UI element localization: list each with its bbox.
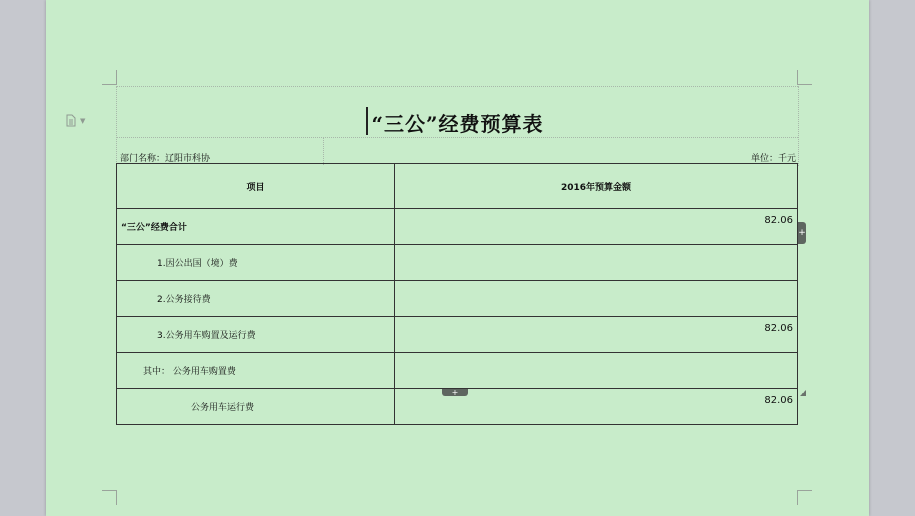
table-resize-handle[interactable]: [800, 390, 806, 396]
margin-corner-top-left: [102, 70, 117, 85]
row-value[interactable]: 82.06: [395, 317, 798, 353]
row-label[interactable]: 2.公务接待费: [117, 281, 395, 317]
table-header-row: [117, 164, 798, 209]
add-column-button[interactable]: +: [798, 222, 806, 244]
row-label[interactable]: “三公”经费合计: [117, 209, 395, 245]
margin-corner-bottom-right: [797, 490, 812, 505]
table-row: [117, 353, 798, 389]
add-row-button[interactable]: +: [442, 389, 468, 396]
row-value[interactable]: [395, 281, 798, 317]
row-value[interactable]: 82.06: [395, 389, 798, 425]
table-row: [117, 317, 798, 353]
row-value[interactable]: [395, 353, 798, 389]
margin-corner-top-right: [797, 70, 812, 85]
row-label[interactable]: 3.公务用车购置及运行费: [117, 317, 395, 353]
unit-label[interactable]: 单位：千元: [750, 154, 796, 164]
title-cell-border: [116, 137, 798, 138]
row-value[interactable]: 82.06: [395, 209, 798, 245]
table-row: [117, 209, 798, 245]
row-label[interactable]: 公务用车运行费: [117, 389, 395, 425]
row-label[interactable]: 其中： 公务用车购置费: [117, 353, 395, 389]
title-cell-border: [116, 86, 798, 87]
table-row: [117, 281, 798, 317]
document-page: [46, 0, 869, 516]
table-row: [117, 245, 798, 281]
dropdown-arrow-icon: ▼: [80, 117, 86, 125]
margin-corner-bottom-left: [102, 490, 117, 505]
page-title[interactable]: “三公”经费预算表: [371, 112, 544, 136]
row-label[interactable]: 1.因公出国（境）费: [117, 245, 395, 281]
budget-table: [116, 163, 798, 425]
department-name[interactable]: 部门名称：辽阳市科协: [120, 154, 211, 164]
row-value[interactable]: [395, 245, 798, 281]
title-cell-border: [323, 137, 324, 165]
header-budget-amount[interactable]: 2016年预算金额: [395, 164, 798, 209]
header-item[interactable]: 项目: [117, 164, 395, 209]
